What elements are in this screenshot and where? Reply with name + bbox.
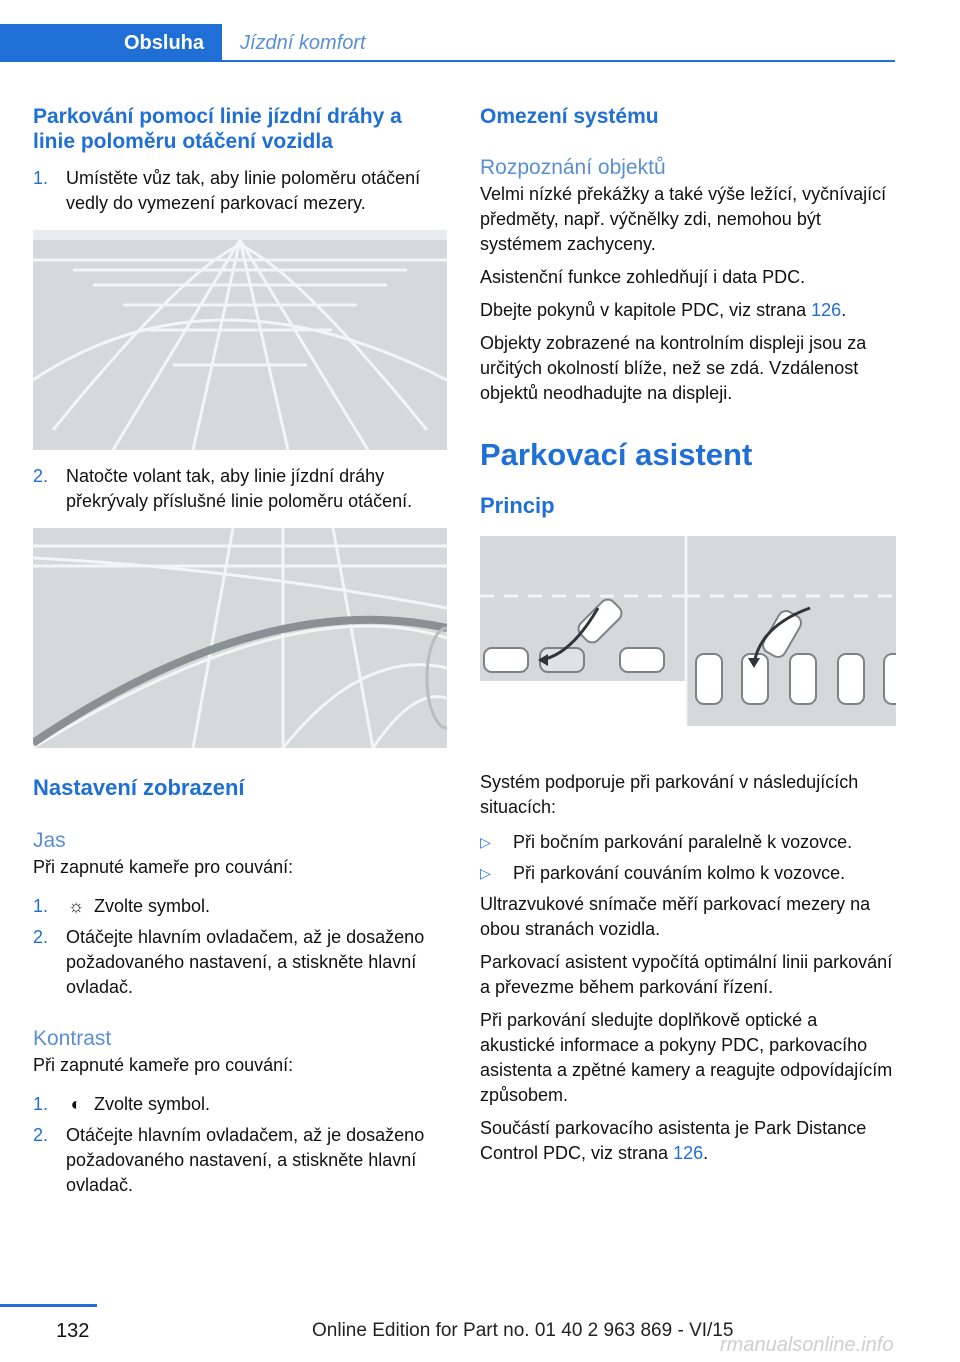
triangle-bullet-icon: ▷ bbox=[480, 834, 491, 850]
header-divider bbox=[0, 60, 895, 62]
section-title-display-settings: Nastavení zobrazení bbox=[33, 775, 245, 800]
section-title-system-limits: Omezení systému bbox=[480, 105, 659, 128]
section-title-parking-lines: Parkování pomocí linie jízdní dráhy a linie poloměru otáčení vozidla bbox=[33, 105, 402, 153]
subsection-title-jas: Jas bbox=[33, 829, 66, 852]
page-link-126[interactable]: 126 bbox=[673, 1143, 704, 1163]
contrast-icon: ◐ bbox=[70, 1094, 82, 1114]
step-number: 2. bbox=[33, 927, 49, 947]
step-number: 1. bbox=[33, 1094, 49, 1114]
paragraph-text: Dbejte pokynů v kapitole PDC, viz strana bbox=[480, 300, 812, 320]
step-number: 1. bbox=[33, 168, 49, 188]
kontrast-intro: Při zapnuté kameře pro couvání: bbox=[33, 1055, 294, 1075]
page-link-126[interactable]: 126 bbox=[811, 300, 842, 320]
left-column bbox=[33, 100, 447, 1198]
paragraph-text: . bbox=[841, 300, 847, 320]
step-text: Zvolte symbol. bbox=[94, 896, 211, 916]
bullet-text: Při bočním parkování paralelně k vozovce. bbox=[513, 832, 853, 852]
edition-info: Online Edition for Part no. 01 40 2 963 869 - VI/15 bbox=[312, 1320, 734, 1341]
page-header bbox=[0, 0, 895, 62]
step-number: 2. bbox=[33, 1125, 49, 1145]
list-item bbox=[33, 1123, 447, 1198]
paragraph-text: . bbox=[703, 1143, 709, 1163]
step-text: Umístěte vůz tak, aby linie poloměru otáčení vedly do vymezení parkovací mezery. bbox=[66, 168, 421, 213]
right-column bbox=[480, 100, 896, 1166]
list-item bbox=[33, 925, 447, 1000]
chapter-title-parking-assistant: Parkovací asistent bbox=[480, 437, 753, 472]
brightness-icon: ☼ bbox=[67, 896, 85, 916]
list-item bbox=[33, 166, 447, 216]
footer-divider bbox=[0, 1304, 97, 1307]
step-number: 1. bbox=[33, 896, 49, 916]
step-text: Natočte volant tak, aby linie jízdní dráhy překrývaly příslušné linie poloměru otáčení. bbox=[66, 466, 413, 511]
paragraph: Velmi nízké překážky a také výše ležící, vyčnívající předměty, např. výčnělky zdi, nemohou být systémem zachyceny. bbox=[480, 184, 887, 254]
paragraph: Parkovací asistent vypočítá optimální linii parkování a převezme během parkování řízení. bbox=[480, 952, 893, 997]
list-item bbox=[33, 894, 447, 919]
subsection-title-kontrast: Kontrast bbox=[33, 1027, 112, 1050]
parking-principle-illustration bbox=[480, 536, 896, 756]
list-item bbox=[33, 464, 447, 514]
tab-obsluha[interactable]: Obsluha bbox=[0, 24, 222, 62]
bullet-text: Při parkování couváním kolmo k vozovce. bbox=[513, 863, 846, 883]
list-item bbox=[33, 1092, 447, 1117]
paragraph: Systém podporuje při parkování v následujících situacích: bbox=[480, 772, 859, 817]
paragraph-text: Součástí parkovacího asistenta je Park Distance Control PDC, viz strana bbox=[480, 1118, 867, 1163]
page-number: 132 bbox=[56, 1320, 90, 1342]
triangle-bullet-icon: ▷ bbox=[480, 865, 491, 881]
paragraph bbox=[480, 1116, 896, 1166]
step-text: Zvolte symbol. bbox=[94, 1094, 211, 1114]
step-text: Otáčejte hlavním ovladačem, až je dosaženo požadovaného nastavení, a stiskněte hlavní ovladač. bbox=[66, 927, 425, 997]
list-item bbox=[480, 830, 896, 855]
camera-view-image-1 bbox=[33, 230, 447, 450]
camera-view-image-2 bbox=[33, 528, 447, 748]
jas-intro: Při zapnuté kameře pro couvání: bbox=[33, 857, 294, 877]
paragraph: Objekty zobrazené na kontrolním displeji jsou za určitých okolností blíže, než se zdá. Vzdálenost objektů neodhadujte na displeji. bbox=[480, 333, 867, 403]
paragraph bbox=[480, 298, 896, 323]
section-title-principle: Princip bbox=[480, 493, 555, 518]
paragraph: Při parkování sledujte doplňkově optické a akustické informace a pokyny PDC, parkovacího asistenta a zpětné kamery a reagujte odpovídajícím způsobem. bbox=[480, 1010, 893, 1105]
subsection-title-object-detection: Rozpoznání objektů bbox=[480, 156, 666, 179]
tab-jizdni-komfort[interactable]: Jízdní komfort bbox=[240, 31, 366, 54]
step-number: 2. bbox=[33, 466, 49, 486]
watermark: rmanualsonline.info bbox=[720, 1334, 894, 1356]
step-text: Otáčejte hlavním ovladačem, až je dosaženo požadovaného nastavení, a stiskněte hlavní ovladač. bbox=[66, 1125, 425, 1195]
paragraph: Ultrazvukové snímače měří parkovací mezery na obou stranách vozidla. bbox=[480, 894, 871, 939]
list-item bbox=[480, 861, 896, 886]
paragraph: Asistenční funkce zohledňují i data PDC. bbox=[480, 267, 806, 287]
